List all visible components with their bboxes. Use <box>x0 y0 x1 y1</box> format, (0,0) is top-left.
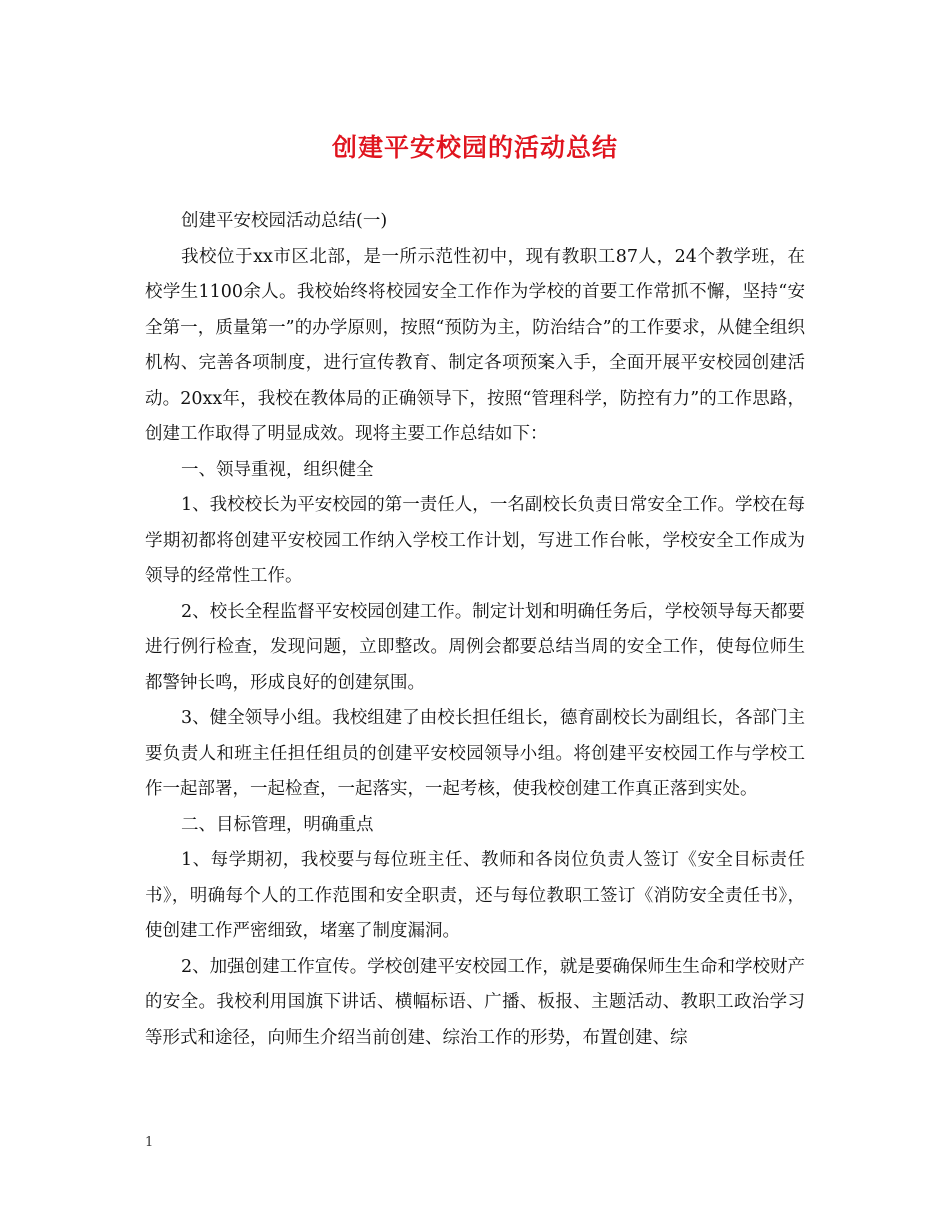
body-paragraph: 3、健全领导小组。我校组建了由校长担任组长，德育副校长为副组长，各部门主要负责人和班主任担任组员的创建平安校园领导小组。将创建平安校园工作与学校工作一起部署，一起检查，一起落实，一起考核，使我校创建工作真正落到实处。 <box>145 708 805 799</box>
document-body <box>145 204 805 1056</box>
body-paragraph: 2、校长全程监督平安校园创建工作。制定计划和明确任务后，学校领导每天都要进行例行检查，发现问题，立即整改。周例会都要总结当周的安全工作，使每位师生都警钟长鸣，形成良好的创建氛围。 <box>145 601 805 693</box>
body-paragraph: 2、加强创建工作宣传。学校创建平安校园工作，就是要确保师生生命和学校财产的安全。我校利用国旗下讲话、横幅标语、广播、板报、主题活动、教职工政治学习等形式和途径，向师生介绍当前创建、综治工作的形势，布置创建、综 <box>145 956 805 1048</box>
body-paragraph: 1、我校校长为平安校园的第一责任人，一名副校长负责日常安全工作。学校在每学期初都将创建平安校园工作纳入学校工作计划，写进工作台帐，学校安全工作成为领导的经常性工作。 <box>145 495 805 586</box>
body-paragraph: 我校位于xx市区北部，是一所示范性初中，现有教职工87人，24个教学班，在校学生1100余人。我校始终将校园安全工作作为学校的首要工作常抓不懈，坚持“安全第一，质量第一”的办学原则，按照“预防为主，防治结合”的工作要求，从健全组织机构、完善各项制度，进行宣传教育、制定各项预案入手，全面开展平安校园创建活动。20xx年，我校在教体局的正确领导下，按照“管理科学，防控有力”的工作思路，创建工作取得了明显成效。现将主要工作总结如下： <box>145 246 805 444</box>
page-number: 1 <box>145 1135 154 1150</box>
section-heading: 一、领导重视，组织健全 <box>181 459 374 480</box>
body-paragraph: 1、每学期初，我校要与每位班主任、教师和各岗位负责人签订《安全目标责任书》，明确每个人的工作范围和安全职责，还与每位教职工签订《消防安全责任书》，使创建工作严密细致，堵塞了制度漏洞。 <box>145 850 805 941</box>
section-heading: 二、目标管理，明确重点 <box>181 814 374 835</box>
section-heading: 创建平安校园活动总结(一) <box>181 211 388 231</box>
document-title: 创建平安校园的活动总结 <box>331 133 618 162</box>
